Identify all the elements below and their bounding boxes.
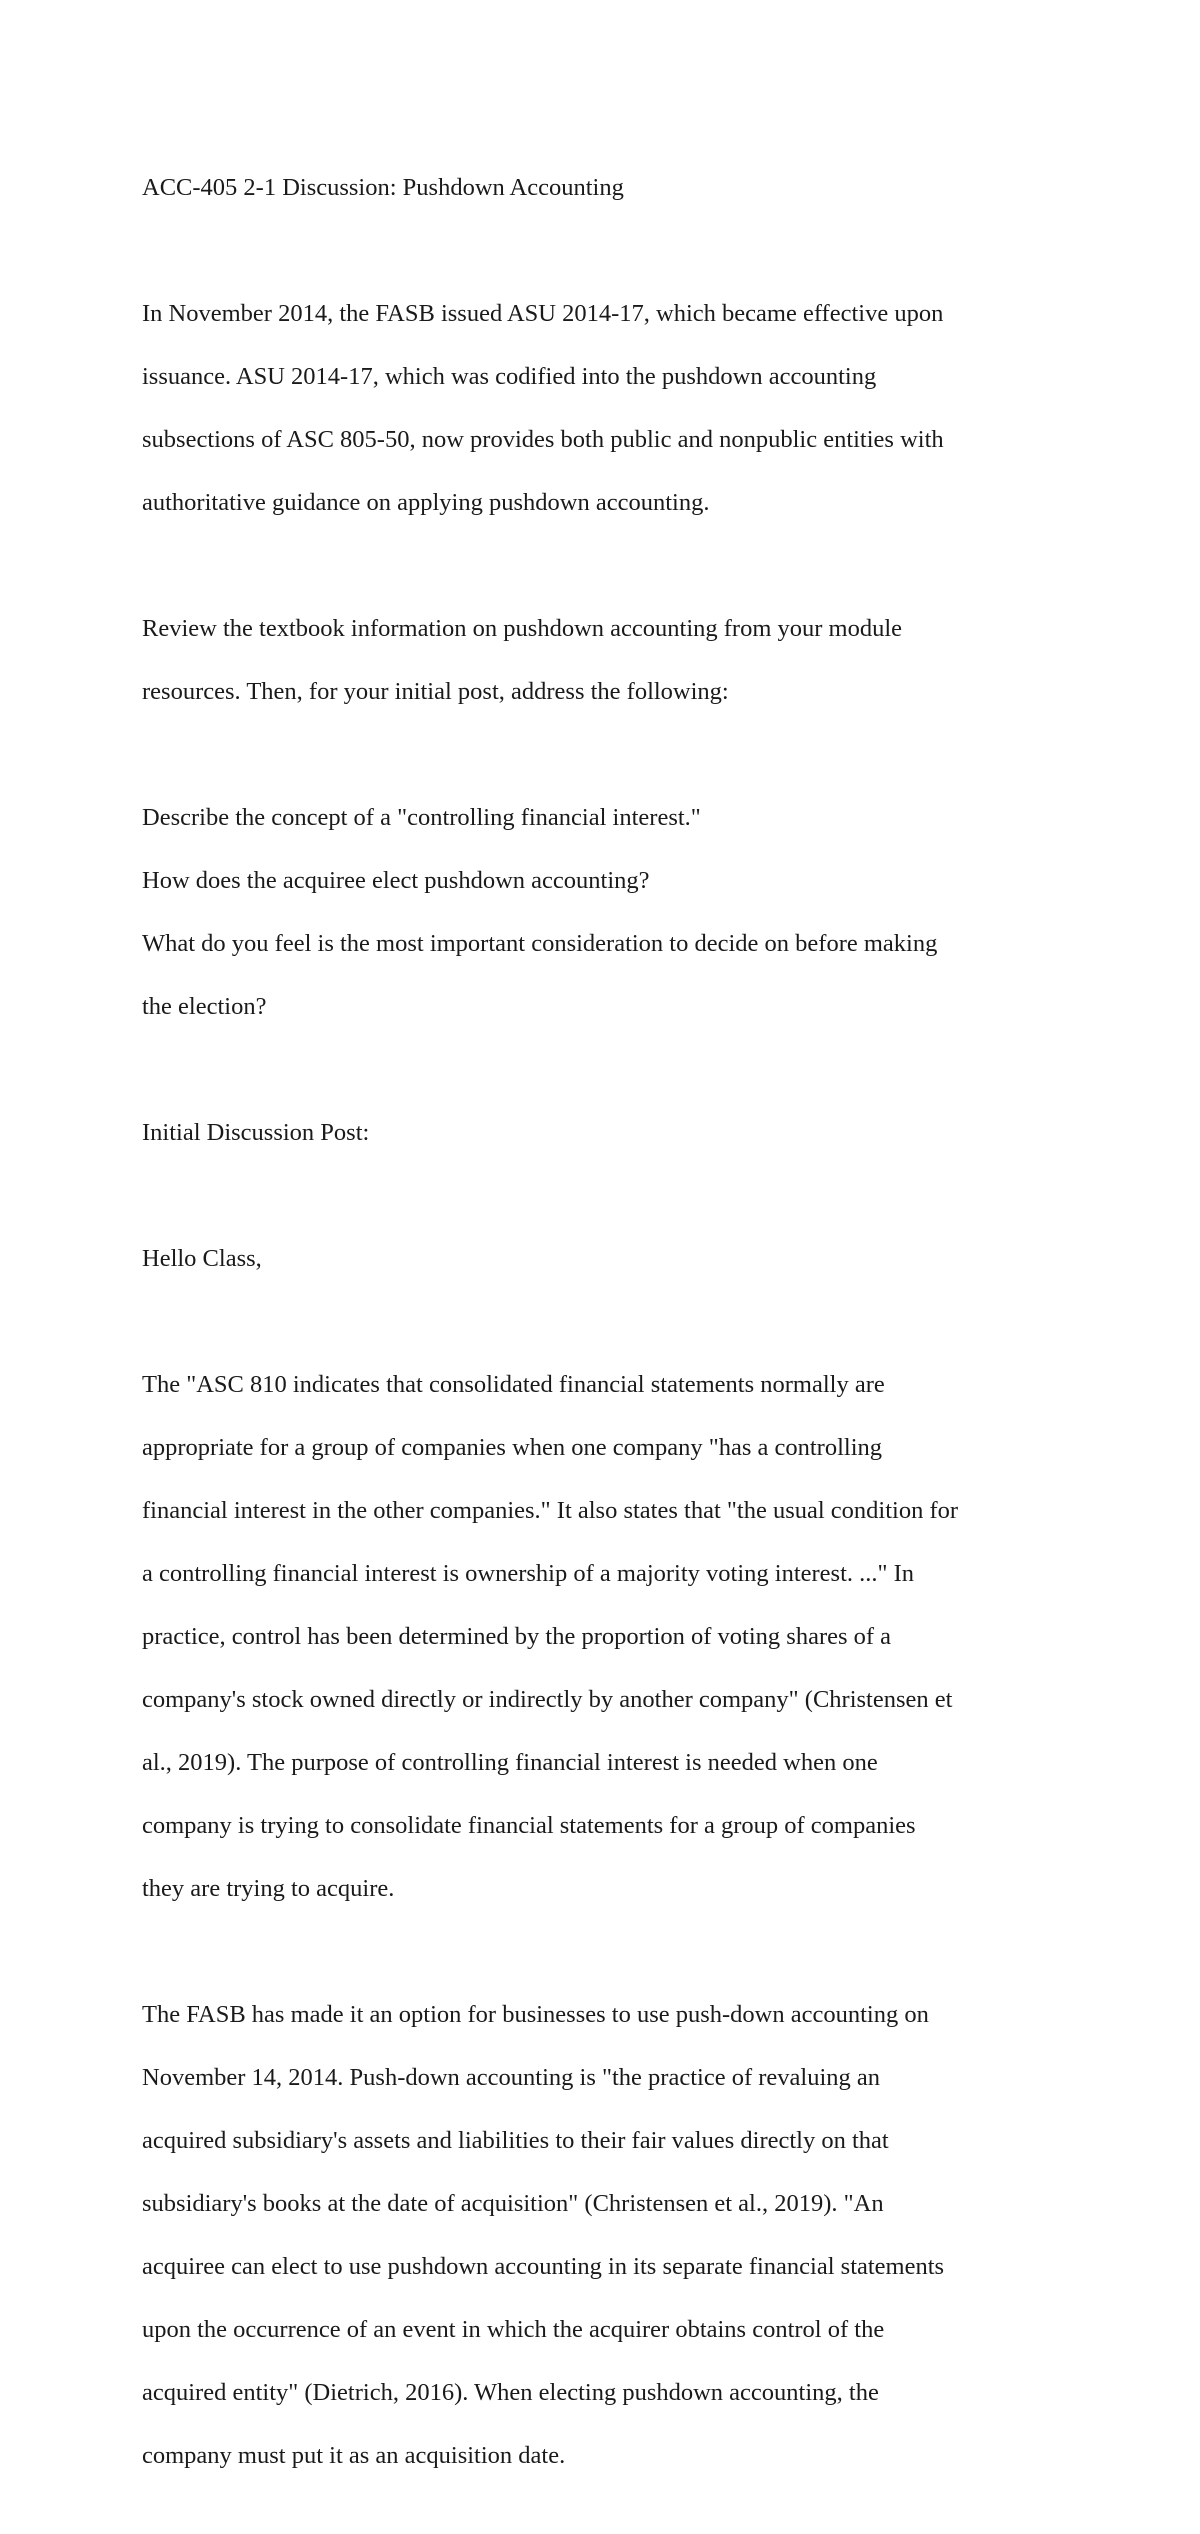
text-line: practice, control has been determined by the proportion of voting shares of a: [142, 1622, 892, 1650]
greeting-text: Hello Class,: [142, 1244, 262, 1272]
document-title: [142, 140, 1072, 235]
text-line: November 14, 2014. Push-down accounting is "the practice of revaluing an: [142, 2063, 881, 2091]
text-line: subsections of ASC 805-50, now provides both public and nonpublic entities with: [142, 425, 944, 453]
text-line: Review the textbook information on pushdown accounting from your module: [142, 614, 903, 642]
question-line: the election?: [142, 992, 267, 1020]
text-line: acquired subsidiary's assets and liabilities to their fair values directly on that: [142, 2126, 889, 2154]
prompt-questions: [142, 770, 1072, 1054]
text-line: acquiree can elect to use pushdown accounting in its separate financial statements: [142, 2252, 945, 2280]
title-text: ACC-405 2-1 Discussion: Pushdown Accounting: [142, 173, 624, 201]
question-line: What do you feel is the most important consideration to decide on before making: [142, 929, 938, 957]
text-line: they are trying to acquire.: [142, 1874, 395, 1902]
text-line: acquired entity" (Dietrich, 2016). When electing pushdown accounting, the: [142, 2378, 879, 2406]
prompt-intro-paragraph: [142, 266, 1072, 550]
post-greeting: [142, 1211, 1072, 1306]
text-line: company's stock owned directly or indirectly by another company" (Christensen et: [142, 1685, 953, 1713]
text-line: upon the occurrence of an event in which the acquirer obtains control of the: [142, 2315, 885, 2343]
text-line: resources. Then, for your initial post, address the following:: [142, 677, 729, 705]
text-line: al., 2019). The purpose of controlling financial interest is needed when one: [142, 1748, 878, 1776]
prompt-instruction-paragraph: [142, 581, 1072, 739]
text-line: a controlling financial interest is ownership of a majority voting interest. ..." In: [142, 1559, 915, 1587]
heading-text: Initial Discussion Post:: [142, 1118, 370, 1146]
text-line: authoritative guidance on applying pushdown accounting.: [142, 488, 710, 516]
text-line: company is trying to consolidate financial statements for a group of companies: [142, 1811, 916, 1839]
text-line: In November 2014, the FASB issued ASU 2014-17, which became effective upon: [142, 299, 944, 327]
question-line: How does the acquiree elect pushdown accounting?: [142, 866, 650, 894]
text-line: company must put it as an acquisition date.: [142, 2441, 566, 2469]
document-page: [142, 140, 1072, 2534]
question-line: Describe the concept of a "controlling financial interest.": [142, 803, 701, 831]
text-line: financial interest in the other companies." It also states that "the usual condition for: [142, 1496, 959, 1524]
text-line: appropriate for a group of companies when one company "has a controlling: [142, 1433, 883, 1461]
text-line: The FASB has made it an option for businesses to use push-down accounting on: [142, 2000, 929, 2028]
text-line: The "ASC 810 indicates that consolidated financial statements normally are: [142, 1370, 885, 1398]
text-line: issuance. ASU 2014-17, which was codified into the pushdown accounting: [142, 362, 877, 390]
post-paragraph-1: [142, 1337, 1072, 1936]
text-line: subsidiary's books at the date of acquisition" (Christensen et al., 2019). "An: [142, 2189, 884, 2217]
post-heading: [142, 1085, 1072, 1180]
post-paragraph-2: [142, 1967, 1072, 2503]
